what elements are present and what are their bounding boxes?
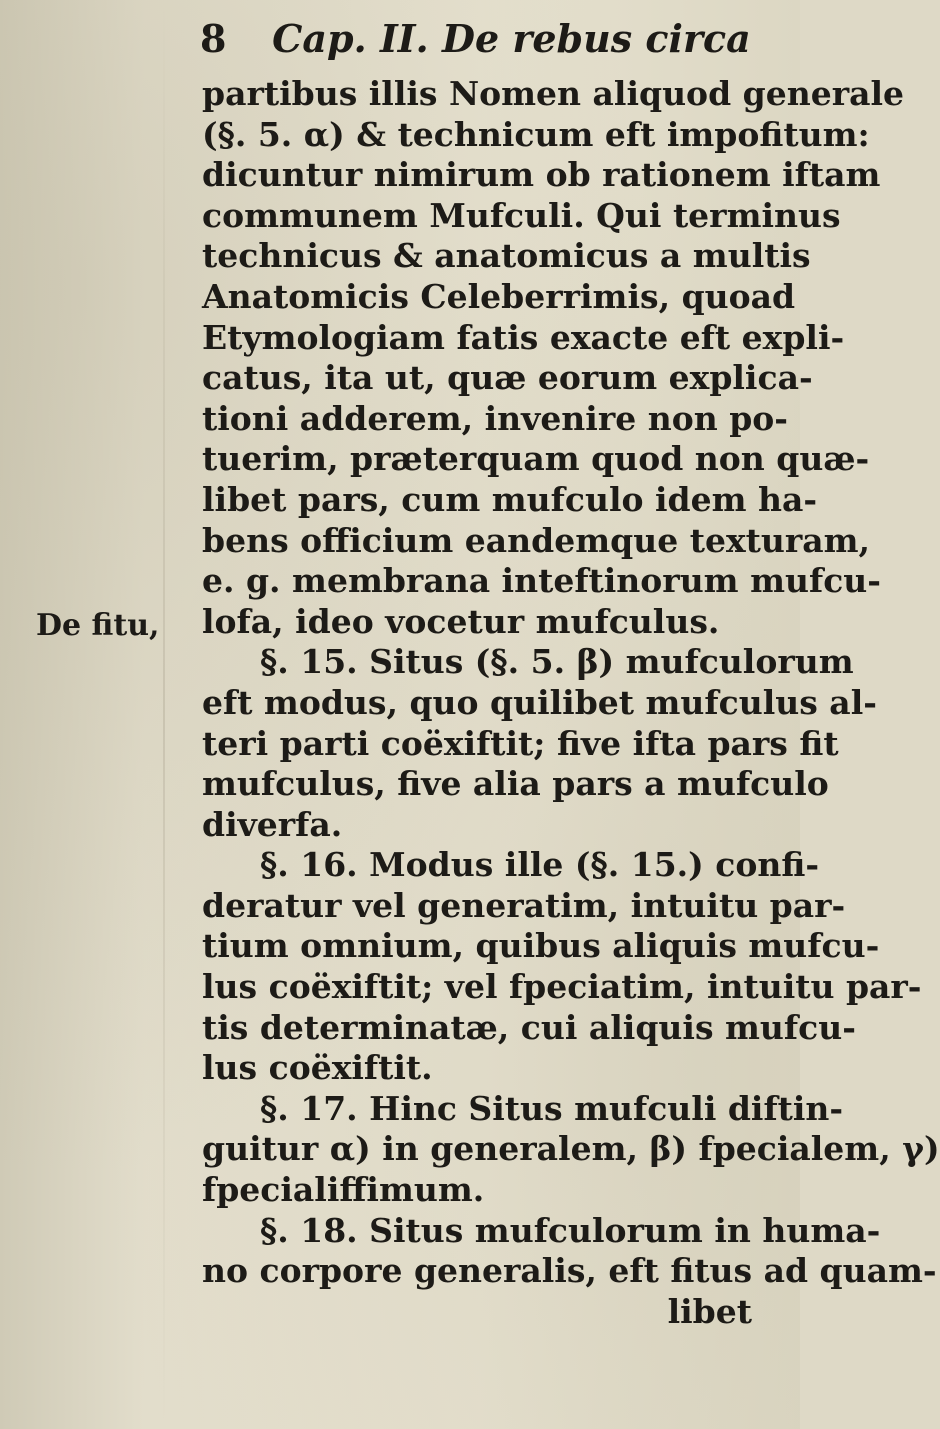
text-line: tis determinatæ, cui aliquis mufcu- — [202, 1007, 856, 1047]
text-line: catus, ita ut, quæ eorum explica- — [202, 358, 813, 398]
text-line: bens officium eandemque texturam, — [202, 520, 871, 560]
text-line: libet pars, cum mufculo idem ha- — [202, 479, 818, 519]
text-line: (§. 5. α) & technicum eft impofitum: — [202, 114, 870, 154]
text-line: technicus & anatomicus a multis — [202, 236, 811, 276]
text-line: teri parti coëxiftit; five ifta pars fit — [202, 723, 839, 763]
text-line: no corpore generalis, eft fitus ad quam- — [202, 1251, 937, 1291]
text-line: guitur α) in generalem, β) fpecialem, γ) — [202, 1129, 940, 1169]
text-line: lus coëxiftit. — [202, 1048, 433, 1088]
text-line: diverfa. — [202, 804, 343, 844]
text-line: dicuntur nimirum ob rationem iftam — [202, 155, 881, 195]
text-line: tioni adderem, invenire non po- — [202, 398, 788, 438]
text-line: Etymologiam fatis exacte eft expli- — [202, 317, 845, 357]
margin-shadow — [163, 0, 165, 1429]
running-head-title: Cap. II. De rebus circa — [272, 16, 751, 61]
page-number: 8 — [200, 16, 227, 61]
text-line: communem Mufculi. Qui terminus — [202, 195, 841, 235]
text-line: lus coëxiftit; vel fpeciatim, intuitu par- — [202, 967, 922, 1007]
text-line: fpecialiffimum. — [202, 1170, 485, 1210]
text-line: eft modus, quo quilibet mufculus al- — [202, 682, 877, 722]
section-16-start: §. 16. Modus ille (§. 15.) confi- — [260, 845, 820, 885]
section-15-start: §. 15. Situs (§. 5. β) mufculorum — [260, 642, 854, 682]
body-text — [202, 74, 940, 1332]
text-line: tuerim, præterquam quod non quæ- — [202, 439, 870, 479]
margin-note: De fitu, — [36, 608, 160, 643]
text-line: mufculus, five alia pars a mufculo — [202, 764, 829, 804]
text-line: deratur vel generatim, intuitu par- — [202, 885, 846, 925]
text-line: e. g. membrana inteftinorum mufcu- — [202, 561, 881, 601]
text-line: tium omnium, quibus aliquis mufcu- — [202, 926, 880, 966]
text-line: Anatomicis Celeberrimis, quoad — [202, 276, 796, 316]
section-17-start: §. 17. Hinc Situs mufculi diftin- — [260, 1088, 844, 1128]
text-line: lofa, ideo vocetur mufculus. — [202, 601, 720, 641]
text-line: partibus illis Nomen aliquod generale — [202, 74, 904, 113]
catchword: libet — [667, 1291, 752, 1331]
section-18-start: §. 18. Situs mufculorum in huma- — [260, 1210, 881, 1250]
running-head — [200, 14, 751, 64]
